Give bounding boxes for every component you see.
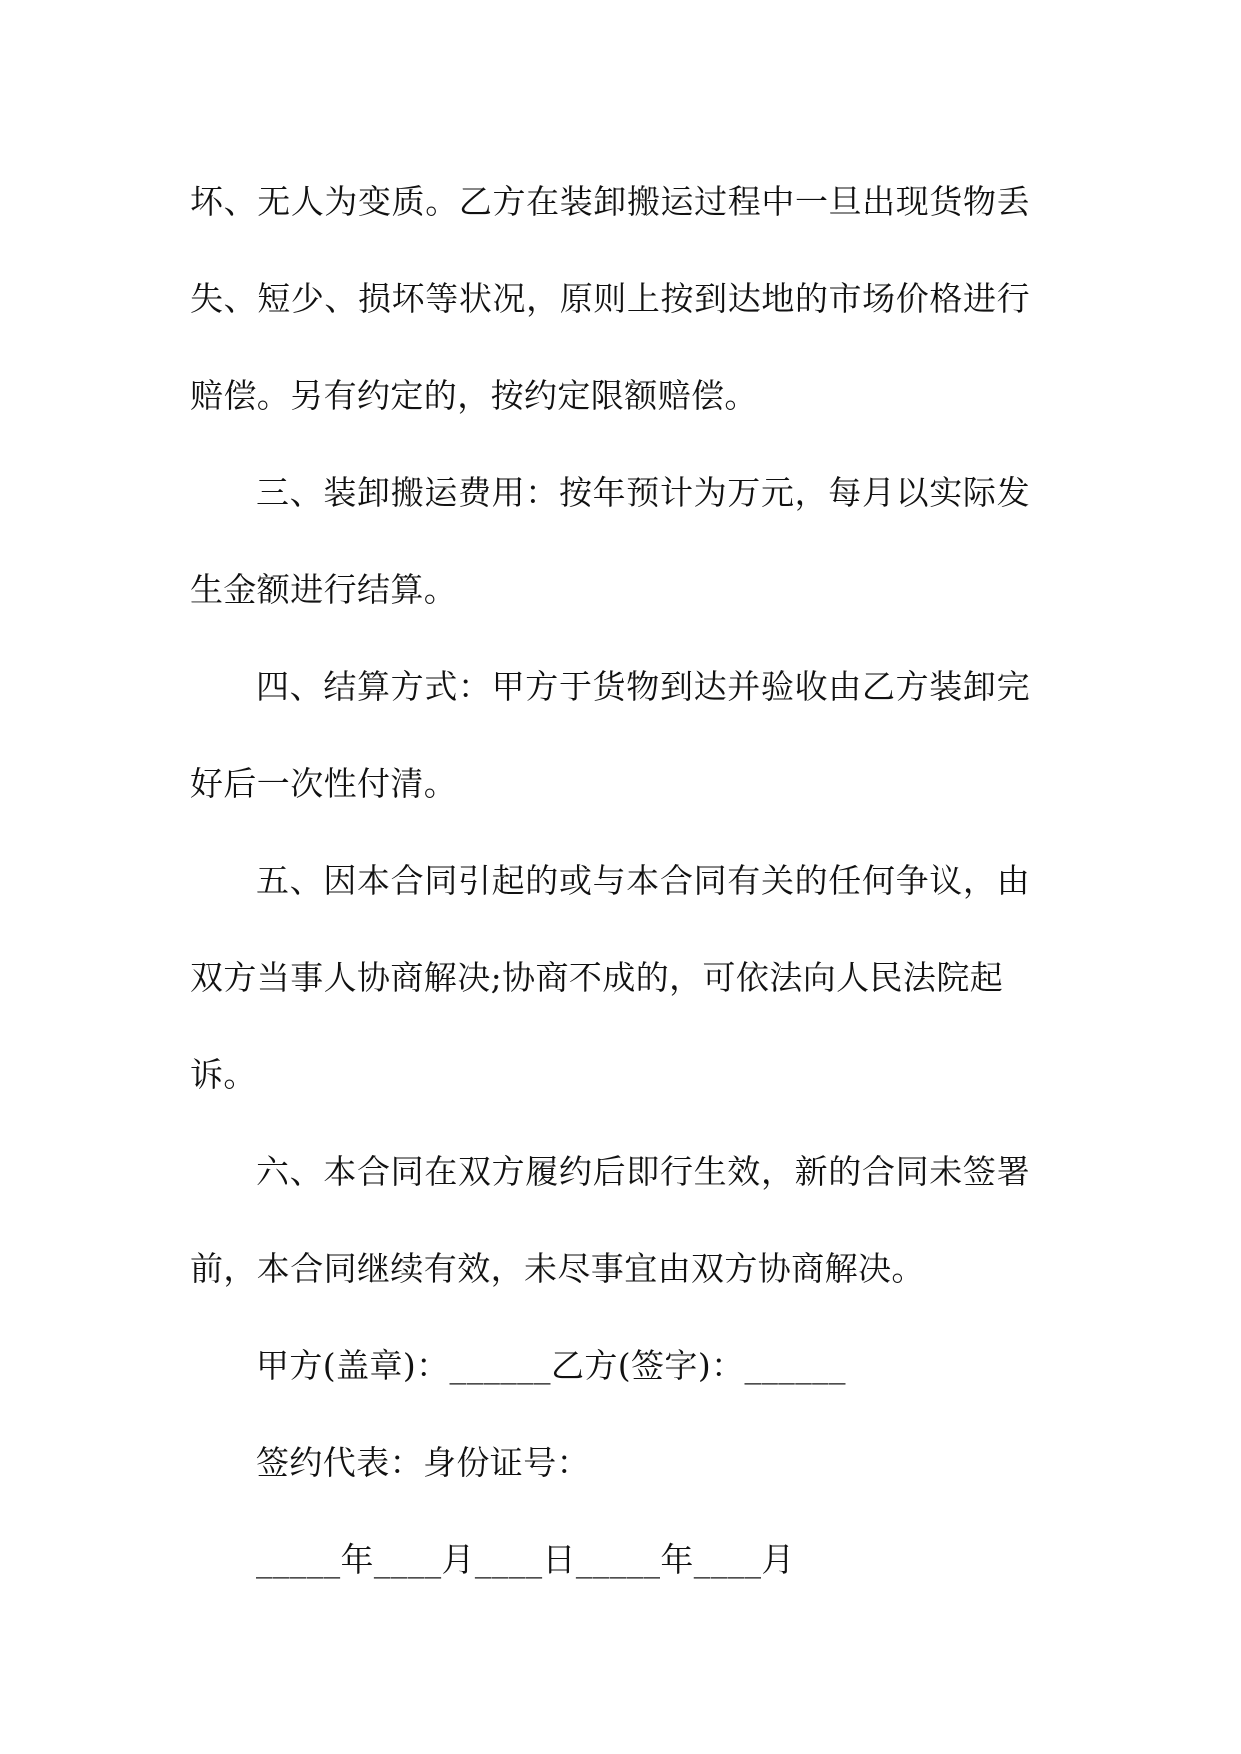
document-page (190, 0, 1030, 1754)
text-line: 双方当事人协商解决;协商不成的，可依法向人民法院起 (190, 958, 1004, 997)
text-line: 好后一次性付清。 (190, 764, 458, 803)
representative-line: 签约代表：身份证号： (256, 1443, 590, 1482)
signature-line: 甲方(盖章)：______乙方(签字)：______ (256, 1346, 846, 1385)
clause-4-line: 四、结算方式：甲方于货物到达并验收由乙方装卸完 (256, 667, 1030, 706)
clause-5-line: 五、因本合同引起的或与本合同有关的任何争议，由 (256, 861, 1030, 900)
text-line: 诉。 (190, 1055, 257, 1094)
clause-3-line: 三、装卸搬运费用：按年预计为万元，每月以实际发 (256, 473, 1030, 512)
text-line: 前，本合同继续有效，未尽事宜由双方协商解决。 (190, 1249, 925, 1288)
text-line: 生金额进行结算。 (190, 570, 458, 609)
text-line: 坏、无人为变质。乙方在装卸搬运过程中一旦出现货物丢 (190, 182, 1030, 221)
text-line: 失、短少、损坏等状况，原则上按到达地的市场价格进行 (190, 279, 1030, 318)
text-line: 赔偿。另有约定的，按约定限额赔偿。 (190, 376, 758, 415)
clause-6-line: 六、本合同在双方履约后即行生效，新的合同未签署 (256, 1152, 1030, 1191)
date-line: _____年____月____日_____年____月 (256, 1540, 795, 1579)
